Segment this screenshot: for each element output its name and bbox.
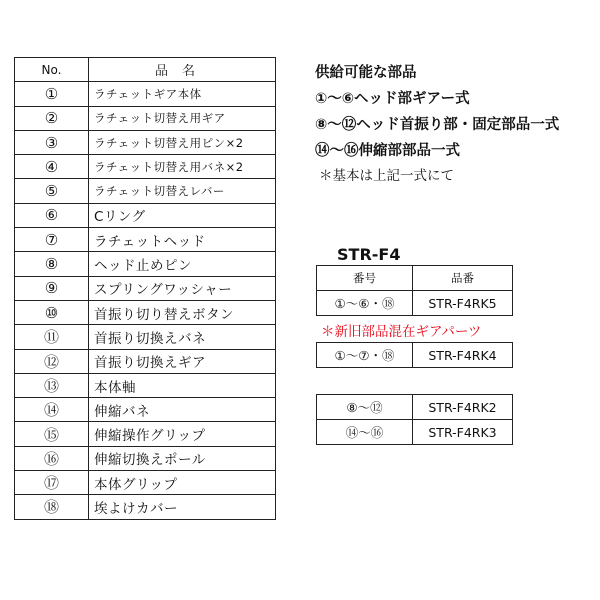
table-row xyxy=(15,276,276,300)
kit-part-number: STR-F4RK5 xyxy=(413,291,513,316)
table-row xyxy=(317,420,513,445)
part-name: スプリングワッシャー xyxy=(89,276,276,300)
parts-table-header xyxy=(15,58,276,82)
part-name: Cリング xyxy=(89,203,276,227)
table-row xyxy=(15,446,276,470)
kit-range: ①〜⑥・⑱ xyxy=(317,291,413,316)
part-no: ② xyxy=(15,106,89,130)
part-no: ⑬ xyxy=(15,373,89,397)
part-name: 首振り切り替えボタン xyxy=(89,300,276,324)
table-row xyxy=(15,130,276,154)
part-no: ⑩ xyxy=(15,300,89,324)
kit-part-number: STR-F4RK2 xyxy=(413,395,513,420)
part-no: ⑧ xyxy=(15,252,89,276)
part-no: ⑤ xyxy=(15,179,89,203)
part-no: ⑨ xyxy=(15,276,89,300)
kit-table-header xyxy=(317,266,513,291)
kit-part-number: STR-F4RK3 xyxy=(413,420,513,445)
table-row xyxy=(15,179,276,203)
table-row xyxy=(15,495,276,519)
part-no: ④ xyxy=(15,155,89,179)
header-no: No. xyxy=(15,58,89,82)
part-name: ラチェットギア本体 xyxy=(89,82,276,106)
header-number: 番号 xyxy=(317,266,413,291)
table-row xyxy=(15,300,276,324)
table-row xyxy=(317,343,513,368)
header-name: 品名 xyxy=(89,58,276,82)
table-row xyxy=(15,349,276,373)
part-no: ⑫ xyxy=(15,349,89,373)
kit-table-1 xyxy=(316,265,513,316)
part-name: ラチェット切替え用ギア xyxy=(89,106,276,130)
notes-line-2: ⑧〜⑫ヘッド首振り部・固定部品一式 xyxy=(315,117,560,133)
part-no: ① xyxy=(15,82,89,106)
notes-line-1: ①〜⑥ヘッド部ギアー式 xyxy=(315,91,470,107)
table-row xyxy=(15,155,276,179)
part-name: 本体グリップ xyxy=(89,471,276,495)
notes-title: 供給可能な部品 xyxy=(315,65,417,81)
kit-table-3 xyxy=(316,394,513,445)
table-row xyxy=(15,471,276,495)
part-name: 伸縮バネ xyxy=(89,398,276,422)
kit-table-2 xyxy=(316,342,513,368)
table-row xyxy=(15,398,276,422)
table-row xyxy=(15,325,276,349)
notes-footnote: ＊基本は上記一式にて xyxy=(319,168,454,184)
part-no: ⑦ xyxy=(15,228,89,252)
table-row xyxy=(15,82,276,106)
part-no: ⑯ xyxy=(15,446,89,470)
part-name: ラチェット切替えレバー xyxy=(89,179,276,203)
part-name: 伸縮操作グリップ xyxy=(89,422,276,446)
part-no: ⑮ xyxy=(15,422,89,446)
table-row xyxy=(317,291,513,316)
parts-table xyxy=(14,57,276,520)
model-name: STR-F4 xyxy=(337,245,401,264)
part-name: 埃よけカバー xyxy=(89,495,276,519)
table-row xyxy=(15,252,276,276)
table-row xyxy=(15,106,276,130)
kit-range: ⑧〜⑫ xyxy=(317,395,413,420)
kit-range: ⑭〜⑯ xyxy=(317,420,413,445)
part-no: ⑰ xyxy=(15,471,89,495)
table-row xyxy=(15,422,276,446)
part-name: ラチェット切替え用ピン×2 xyxy=(89,130,276,154)
part-name: 首振り切換えバネ xyxy=(89,325,276,349)
part-no: ⑭ xyxy=(15,398,89,422)
part-no: ⑥ xyxy=(15,203,89,227)
kit-range: ①〜⑦・⑱ xyxy=(317,343,413,368)
table-row xyxy=(15,373,276,397)
part-name: ヘッド止めピン xyxy=(89,252,276,276)
part-name: ラチェットヘッド xyxy=(89,228,276,252)
part-no: ③ xyxy=(15,130,89,154)
notes-line-3: ⑭〜⑯伸縮部部品一式 xyxy=(315,143,460,159)
part-no: ⑱ xyxy=(15,495,89,519)
table-row xyxy=(15,203,276,227)
part-name: 首振り切換えギア xyxy=(89,349,276,373)
part-name: 本体軸 xyxy=(89,373,276,397)
part-name: 伸縮切換えポール xyxy=(89,446,276,470)
warning-note: ＊新旧部品混在ギアパーツ xyxy=(321,324,482,340)
kit-part-number: STR-F4RK4 xyxy=(413,343,513,368)
table-row xyxy=(15,228,276,252)
part-no: ⑪ xyxy=(15,325,89,349)
part-name: ラチェット切替え用バネ×2 xyxy=(89,155,276,179)
supply-notes xyxy=(315,60,600,188)
header-part-number: 品番 xyxy=(413,266,513,291)
table-row xyxy=(317,395,513,420)
